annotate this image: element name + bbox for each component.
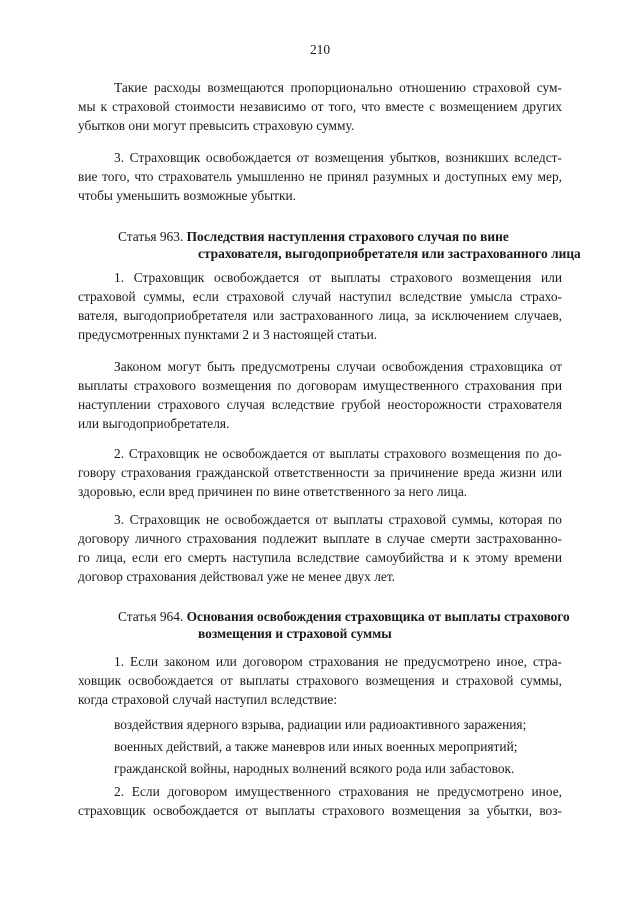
article-963-prefix: Статья 963. — [118, 229, 187, 244]
paragraph — [78, 268, 562, 344]
text-line: 3. Страховщик не освобождается от выплаты страховой суммы, которая по — [114, 512, 562, 527]
text-line: вателя, выгодоприобретателя или застрахованного лица, за исключением случаев, — [78, 308, 562, 323]
text-line: ховщик освобождается от выплаты страхового возмещения и страховой суммы, — [78, 673, 562, 688]
paragraph — [78, 510, 562, 586]
text-line: воздействия ядерного взрыва, радиации или радиоактивного заражения; — [114, 717, 527, 732]
article-963-title-line1: Последствия наступления страхового случая по вине — [186, 229, 509, 244]
text-line: Такие расходы возмещаются пропорционально отношению страховой сум- — [114, 80, 562, 95]
text-line: договор страхования действовал уже не менее двух лет. — [78, 569, 396, 584]
text-line: наступлении страхового случая вследствие грубой неосторожности страхователя — [78, 397, 562, 412]
article-963-title-line2: страхователя, выгодоприобретателя или застрахованного лица — [198, 246, 581, 261]
article-964-heading — [118, 608, 578, 642]
text-line: предусмотренных пунктами 2 и 3 настоящей статьи. — [78, 327, 378, 342]
text-line: или выгодоприобретателя. — [78, 416, 230, 431]
text-line: говору страхования гражданской ответственности за причинение вреда жизни или — [78, 465, 562, 480]
text-line: 2. Страховщик не освобождается от выплаты страхового возмещения по до- — [114, 446, 562, 461]
text-line: договору личного страхования подлежит выплате в случае смерти застрахованно- — [78, 531, 562, 546]
paragraph — [78, 357, 562, 433]
text-line: выплаты страхового возмещения по договорам имущественного страхования при — [78, 378, 562, 393]
page-number: 210 — [309, 42, 331, 57]
text-line: мы к страховой стоимости независимо от того, что вместе с возмещением других — [78, 99, 562, 114]
list-item — [78, 759, 562, 778]
text-line: 1. Если законом или договором страхования не предусмотрено иное, стра- — [114, 654, 562, 669]
paragraph — [78, 444, 562, 501]
text-line: 3. Страховщик освобождается от возмещения убытков, возникших вследст- — [114, 150, 562, 165]
text-line: военных действий, а также маневров или иных военных мероприятий; — [114, 739, 518, 754]
text-line: здоровью, если вред причинен по вине ответственного за него лица. — [78, 484, 468, 499]
article-964-title-line2: возмещения и страховой суммы — [198, 626, 392, 641]
list-item — [78, 737, 562, 756]
text-line: чтобы уменьшить возможные убытки. — [78, 188, 297, 203]
text-line: 2. Если договором имущественного страхования не предусмотрено иное, — [114, 784, 562, 799]
text-line: когда страховой случай наступил вследствие: — [78, 692, 338, 707]
text-line: страховой суммы, если страховой случай наступил вследствие умысла страхо- — [78, 289, 562, 304]
article-964-title-line1: Основания освобождения страховщика от выплаты страхового — [186, 609, 570, 624]
text-line: гражданской войны, народных волнений всякого рода или забастовок. — [114, 761, 515, 776]
paragraph — [78, 78, 562, 135]
text-line: страховщик освобождается от выплаты страхового возмещения за убытки, воз- — [78, 803, 562, 818]
paragraph — [78, 782, 562, 820]
article-964-prefix: Статья 964. — [118, 609, 187, 624]
text-line: 1. Страховщик освобождается от выплаты страхового возмещения или — [114, 270, 562, 285]
paragraph — [78, 652, 562, 709]
text-line: убытков они могут превысить страховую сумму. — [78, 118, 355, 133]
text-line: Законом могут быть предусмотрены случаи освобождения страховщика от — [114, 359, 562, 374]
article-963-heading — [118, 228, 581, 262]
paragraph — [78, 148, 562, 205]
text-line: го лица, если его смерть наступила вследствие самоубийства и к этому времени — [78, 550, 562, 565]
text-line: вие того, что страхователь умышленно не принял разумных и доступных ему мер, — [78, 169, 562, 184]
list-item — [78, 715, 562, 734]
